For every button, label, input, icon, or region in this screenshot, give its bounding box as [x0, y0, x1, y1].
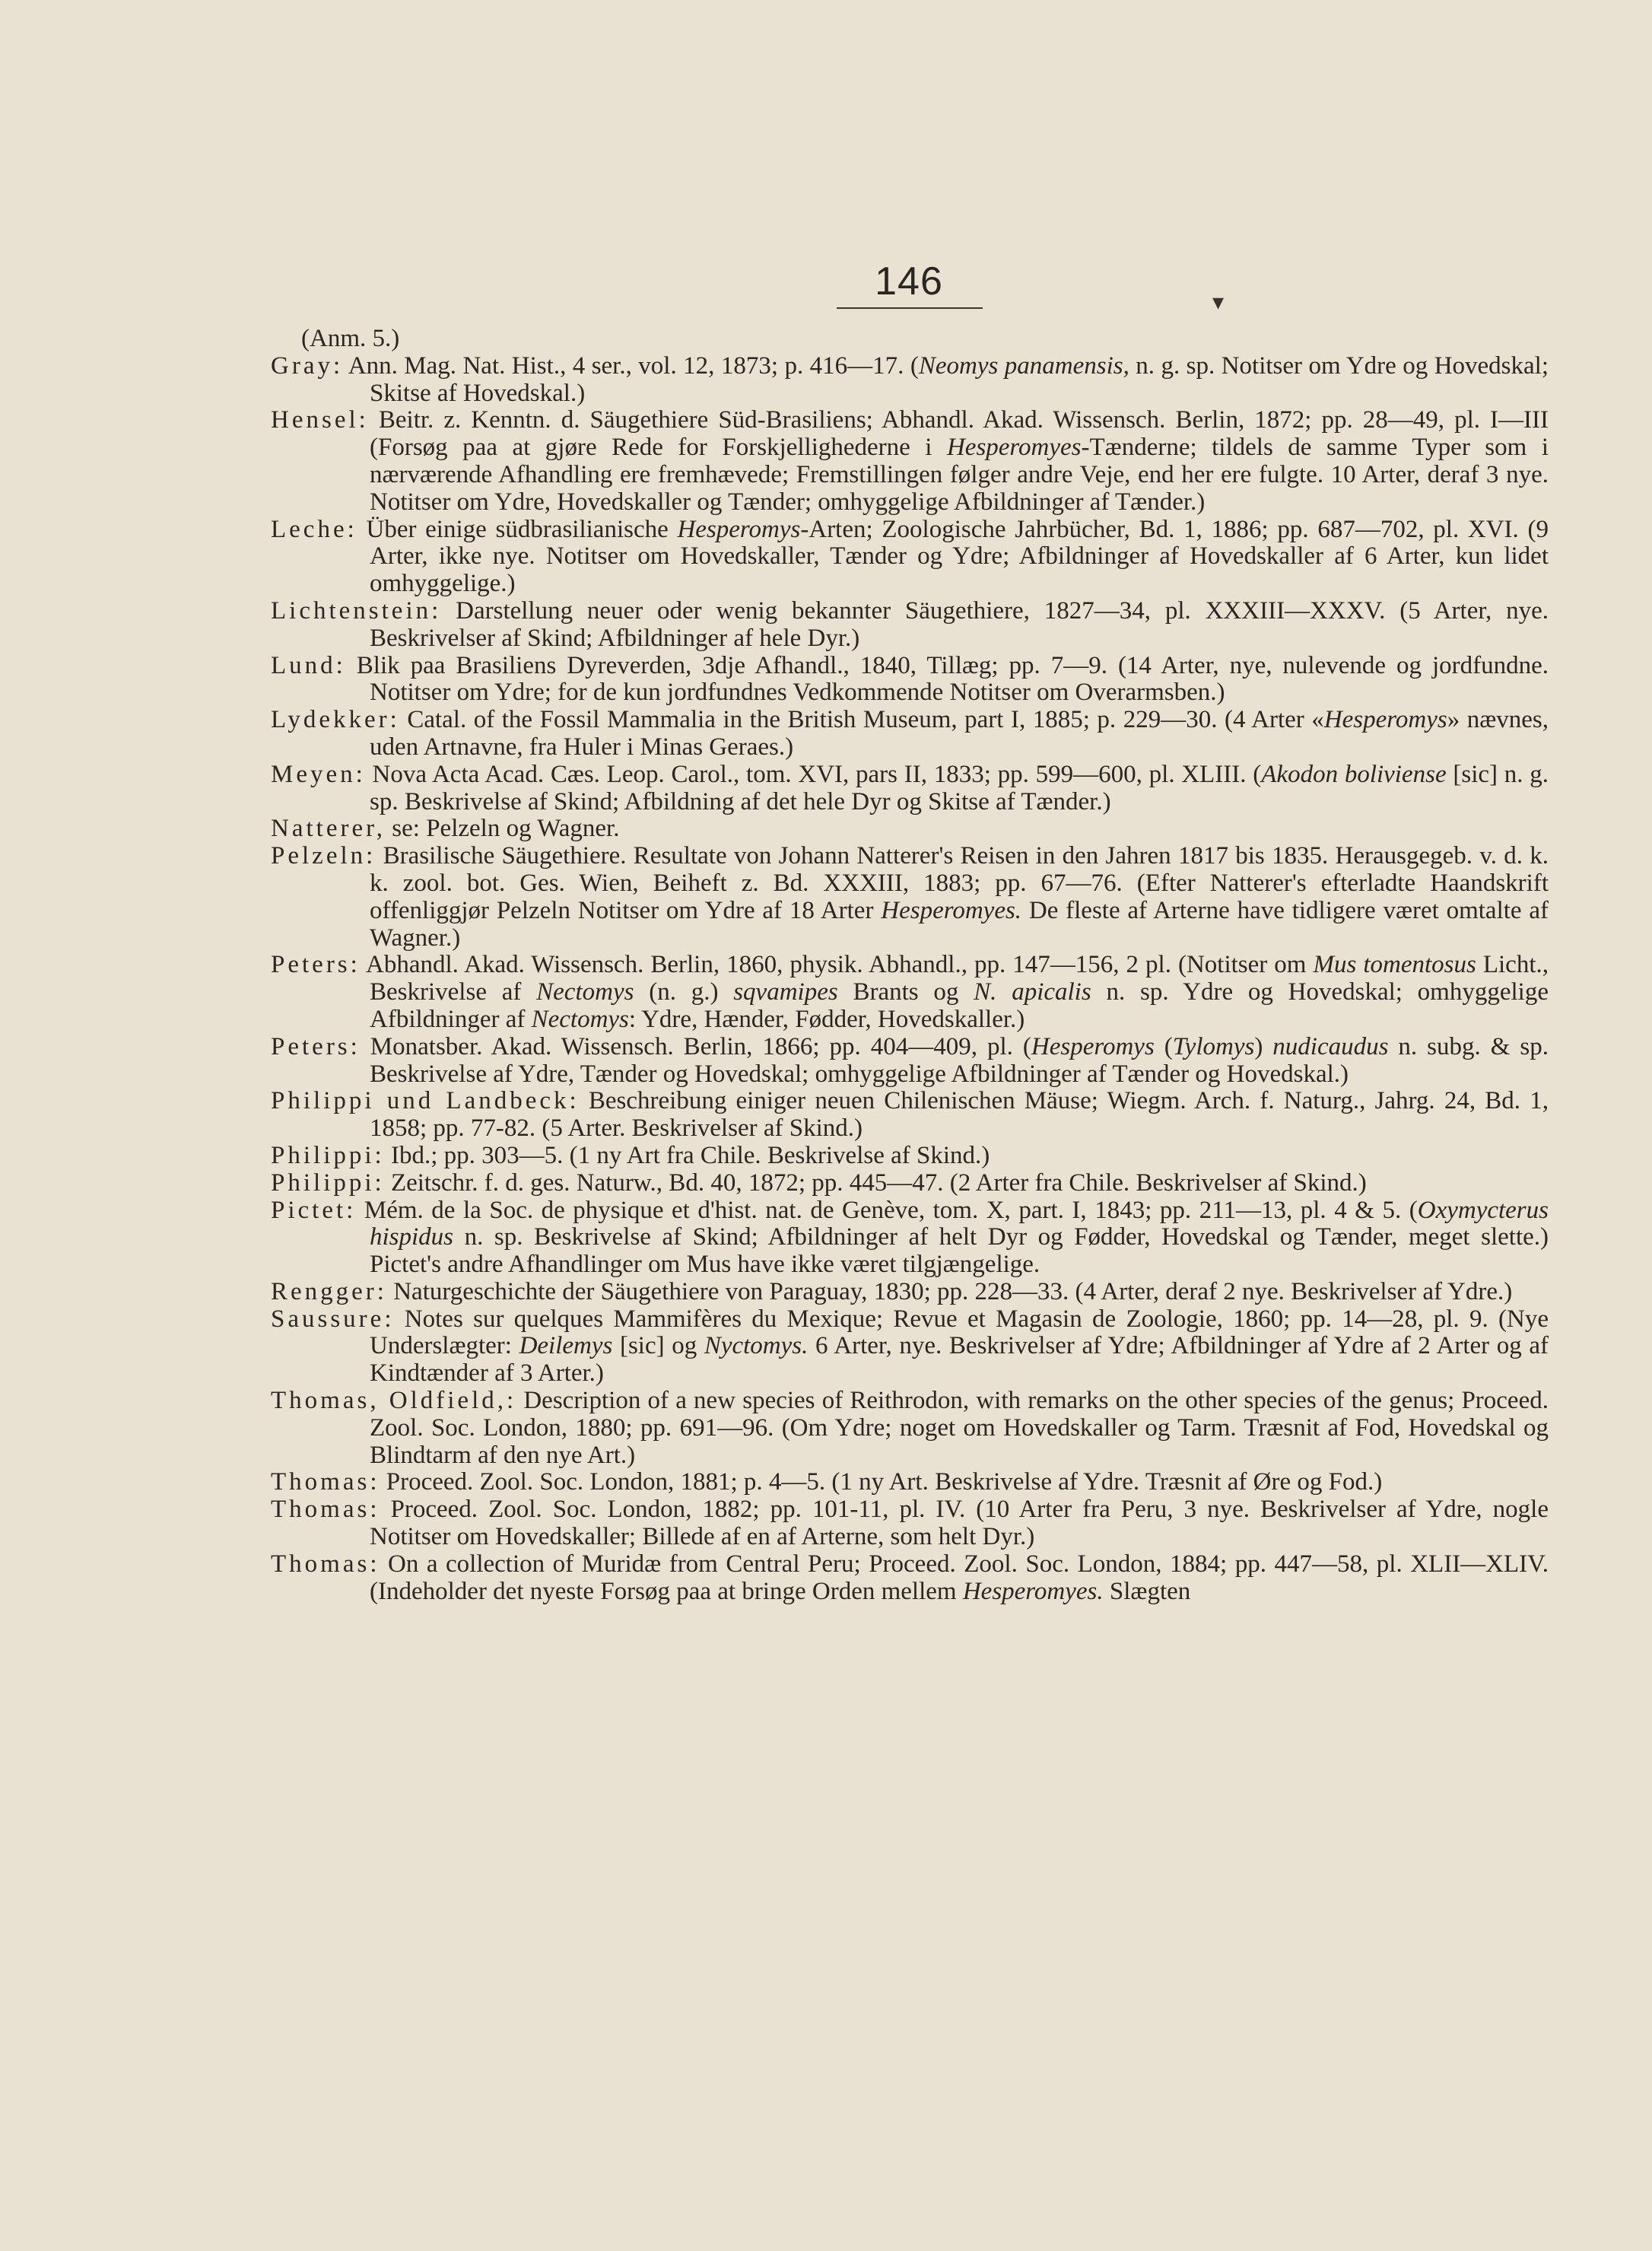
entry-author: Peters: — [271, 1032, 361, 1060]
entry-author: Thomas: — [271, 1468, 380, 1496]
entry-text: Beitr. z. Kenntn. d. Säugethiere Süd-Brasiliens; Abhandl. Akad. Wissensch. Berlin, 1872; pp. 28—49, pl. I—III (Forsøg paa at gjøre Rede for Forskjellighederne i — [368, 406, 1549, 462]
bibliography-entry — [271, 598, 1549, 653]
entry-text: Darstellung neuer oder wenig bekannter Säugethiere, 1827—34, pl. XXXIII—XXXV. (5 Arter, nye. Beskrivelser af Skind; Afbildninger af hele Dyr.) — [370, 596, 1549, 652]
bibliography-entry — [271, 1496, 1549, 1551]
entry-text: Blik paa Brasiliens Dyreverden, 3dje Afhandl., 1840, Tillæg; pp. 7—9. (14 Arter, nye, nulevende og jordfundne. Notitser om Ydre; for de kun jordfundnes Vedkommende Notitser om Overarmsben.) — [345, 651, 1549, 707]
entry-text: se: Pelzeln og Wagner. — [386, 815, 620, 843]
taxon-name: Nectomys — [536, 978, 634, 1006]
entry-text: Über einige südbrasilianische — [357, 515, 678, 543]
bibliography-entry — [271, 816, 1549, 843]
bibliography-entry — [271, 952, 1549, 1033]
entry-author: Rengger: — [271, 1277, 387, 1305]
entry-author: Hensel: — [271, 406, 369, 434]
entry-text: Licht., Beskrivelse af — [370, 951, 1549, 1006]
entry-author: Pelzeln: — [271, 842, 376, 870]
entry-text: Description of a new species of Reithrodon, with remarks on the other species of the genus; Proceed. Zool. Soc. London, 1880; pp. 691—96. (Om Ydre; noget om Hovedskaller og Tarm. Træsnit af Fod, Hovedskal og Blindtarm af den nye Art.) — [370, 1387, 1549, 1469]
entry-text: Brasilische Säugethiere. Resultate von Johann Natterer's Reisen in den Jahren 1817 bis 1835. Herausgegeb. v. d. k. k. zool. bot. Ges. Wien, Beiheft z. Bd. XXXIII, 1883; pp. 67—76. (Efter Natterer's efterladte Haandskrift offenliggjør Pelzeln Notitser om Ydre af 18 Arter — [370, 842, 1549, 924]
taxon-name: Hesperomyes. — [962, 1577, 1104, 1605]
margin-mark: ▾ — [1212, 290, 1225, 315]
bibliography-entry — [271, 1034, 1549, 1089]
bibliography-entry — [271, 1551, 1549, 1606]
entry-author: Philippi: — [271, 1168, 385, 1197]
entry-text: 6 Arter, nye. Beskrivelser af Ydre; Afbildninger af Ydre af 2 Arter og af Kindtænder af 3 Arter.) — [370, 1332, 1549, 1388]
taxon-name: Hesperomyes. — [881, 896, 1022, 924]
page-number: 146 — [875, 259, 943, 304]
entry-text: [sic] n. g. sp. Beskrivelse af Skind; Afbildning af det hele Dyr og Skitse af Tænder.) — [370, 760, 1549, 816]
taxon-name: Tylomys — [1172, 1032, 1255, 1060]
entry-text: Mém. de la Soc. de physique et d'hist. nat. de Genève, tom. X, part. I, 1843; pp. 211—13, pl. 4 & 5. ( — [356, 1196, 1418, 1224]
entry-text: : Ydre, Hænder, Fødder, Hovedskaller.) — [628, 1005, 1025, 1033]
entry-text: Nova Acta Acad. Cæs. Leop. Carol., tom. XVI, pars II, 1833; pp. 599—600, pl. XLIII. ( — [365, 760, 1262, 788]
entry-text: -Tænderne; tildels de samme Typer som i nærværende Afhandling ere fremhævede; Fremstillingen følger andre Veje, end her ere fulgte. 10 Arter, deraf 3 nye. Notitser om Ydre, Hovedskaller og Tænder; omhyggelige Afbildninger af Tænder.) — [370, 434, 1549, 516]
page-number-rule — [837, 307, 983, 309]
entry-text: [sic] og — [612, 1332, 704, 1360]
bibliography-entry — [271, 1279, 1549, 1306]
entry-author: Philippi: — [271, 1141, 385, 1169]
bibliography-entry — [271, 1469, 1549, 1496]
taxon-name: sqvamipes — [733, 978, 838, 1006]
entry-text: Monatsber. Akad. Wissensch. Berlin, 1866; pp. 404—409, pl. ( — [360, 1032, 1031, 1060]
entry-author: Gray: — [271, 351, 344, 380]
entry-author: Thomas: — [271, 1550, 380, 1578]
bibliography-entry — [271, 1388, 1549, 1469]
entry-text: De fleste af Arterne have tidligere været omtalte af Wagner.) — [370, 896, 1549, 952]
entry-author: Pictet: — [271, 1196, 357, 1224]
taxon-name: Hesperomyes — [946, 434, 1082, 462]
bibliography-entry — [271, 353, 1549, 408]
taxon-name: Nectomys — [531, 1005, 629, 1033]
entry-author: Meyen: — [271, 760, 366, 788]
taxon-name: Neomys panamensis, — [918, 351, 1129, 380]
taxon-name: nudicaudus — [1272, 1032, 1389, 1060]
taxon-name: Deilemys — [519, 1332, 613, 1360]
entry-text: Abhandl. Akad. Wissensch. Berlin, 1860, physik. Abhandl., pp. 147—156, 2 pl. (Notitser om — [360, 951, 1314, 979]
taxon-name: Hesperomys — [1031, 1032, 1155, 1060]
entry-author: Lund: — [271, 651, 346, 679]
entry-author: Natterer, — [271, 815, 386, 843]
taxon-name: Hesperomys — [677, 515, 801, 543]
entry-text: » nævnes, uden Artnavne, fra Huler i Minas Geraes.) — [370, 706, 1549, 761]
entry-text: Beschreibung einiger neuen Chilenischen Mäuse; Wiegm. Arch. f. Naturg., Jahrg. 24, Bd. 1, 1858; pp. 77-82. (5 Arter. Beskrivelser af Skind.) — [370, 1087, 1549, 1143]
entry-author: Thomas, Oldfield,: — [271, 1387, 517, 1415]
entry-author: Philippi und Landbeck: — [271, 1087, 580, 1115]
bibliography-entry — [271, 1143, 1549, 1170]
bibliography-entry — [271, 517, 1549, 598]
entry-author: Peters: — [271, 951, 361, 979]
entry-text: -Arten; Zoologische Jahrbücher, Bd. 1, 1886; pp. 687—702, pl. XVI. (9 Arter, ikke nye. Notitser om Hovedskaller, Tænder og Ydre; Afbildninger af Hovedskaller af 6 Arter, kun lidet omhyggelige.) — [370, 515, 1549, 598]
bibliography-entry — [271, 1197, 1549, 1279]
bibliography-entry — [271, 761, 1549, 816]
entry-text: Ann. Mag. Nat. Hist., 4 ser., vol. 12, 1873; p. 416—17. ( — [343, 351, 919, 380]
entry-text: Slægten — [1103, 1577, 1191, 1605]
bibliography-entry — [271, 1170, 1549, 1197]
entry-author: Saussure: — [271, 1305, 395, 1333]
taxon-name: Mus tomentosus — [1313, 951, 1476, 979]
entry-text: Brants og — [837, 978, 974, 1006]
entry-text: ) — [1254, 1032, 1273, 1060]
taxon-name: Akodon boliviense — [1261, 760, 1447, 788]
taxon-name: Oxymycterus hispidus — [370, 1196, 1549, 1251]
entry-author: Leche: — [271, 515, 357, 543]
bibliography-entry — [271, 843, 1549, 952]
bibliography-entry — [271, 1306, 1549, 1388]
entry-text: Proceed. Zool. Soc. London, 1881; p. 4—5. (1 ny Art. Beskrivelse af Ydre. Træsnit af Øre og Fod.) — [380, 1468, 1383, 1496]
entry-text: ( — [1154, 1032, 1173, 1060]
entry-text: On a collection of Muridæ from Central Peru; Proceed. Zool. Soc. London, 1884; pp. 447—58, pl. XLII—XLIV. (Indeholder det nyeste Forsøg paa at bringe Orden mellem — [370, 1550, 1549, 1605]
entry-text: n. sp. Ydre og Hovedskal; omhyggelige Afbildninger af — [370, 978, 1549, 1033]
entry-text: Proceed. Zool. Soc. London, 1882; pp. 101-11, pl. IV. (10 Arter fra Peru, 3 nye. Beskrivelser af Ydre, nogle Notitser om Hovedskaller; Billede af en af Arterne, som helt Dyr.) — [370, 1496, 1549, 1551]
bibliography-entry — [271, 653, 1549, 707]
entry-author: Lichtenstein: — [271, 596, 442, 625]
taxon-name: Nyctomys. — [704, 1332, 809, 1360]
entry-text: Ibd.; pp. 303—5. (1 ny Art fra Chile. Beskrivelse af Skind.) — [384, 1141, 990, 1169]
entry-text: n. g. sp. Notitser om Ydre og Hovedskal; Skitse af Hovedskal.) — [370, 351, 1549, 407]
continuation-note: (Anm. 5.) — [301, 325, 400, 352]
bibliography-entry — [271, 1088, 1549, 1143]
entry-text: Catal. of the Fossil Mammalia in the British Museum, part I, 1885; p. 229—30. (4 Arter « — [399, 706, 1324, 734]
entry-author: Thomas: — [271, 1496, 380, 1524]
bibliography-list — [271, 326, 1549, 1605]
entry-text: n. subg. & sp. Beskrivelse af Ydre, Tænder og Hovedskal; omhyggelige Afbildninger af Tænder og Hovedskal.) — [370, 1032, 1549, 1088]
entry-text: Zeitschr. f. d. ges. Naturw., Bd. 40, 1872; pp. 445—47. (2 Arter fra Chile. Beskrivelser af Skind.) — [384, 1168, 1367, 1197]
entry-text: Naturgeschichte der Säugethiere von Paraguay, 1830; pp. 228—33. (4 Arter, deraf 2 nye. Beskrivelser af Ydre.) — [386, 1277, 1513, 1305]
entry-author: Lydekker: — [271, 706, 400, 734]
entry-text: Notes sur quelques Mammifères du Mexique; Revue et Magasin de Zoologie, 1860; pp. 14—28, pl. 9. (Nye Underslægter: — [370, 1305, 1549, 1360]
entry-text: (n. g.) — [634, 978, 734, 1006]
bibliography-entry — [271, 407, 1549, 516]
taxon-name: Hesperomys — [1323, 706, 1447, 734]
bibliography-entry — [271, 707, 1549, 761]
taxon-name: N. apicalis — [974, 978, 1091, 1006]
entry-text: n. sp. Beskrivelse af Skind; Afbildninger af helt Dyr og Fødder, Hovedskal og Tænder, meget slette.) Pictet's andre Afhandlinger om Mus have ikke været tilgjængelige. — [370, 1223, 1549, 1279]
